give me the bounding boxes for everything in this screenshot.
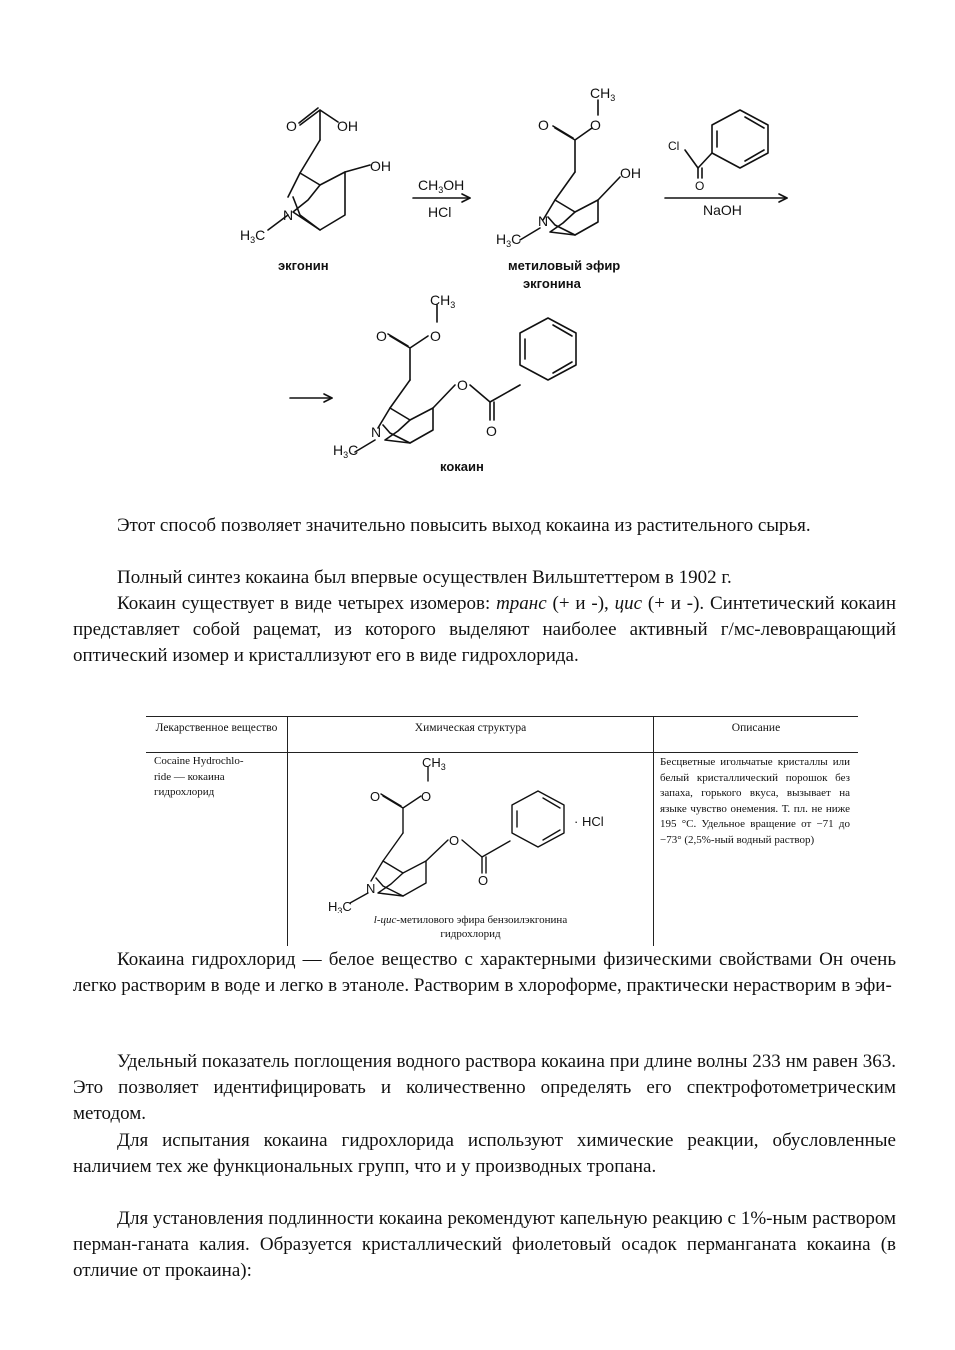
ecgonine-n-label: N [283, 207, 294, 223]
drug-name-line-2: ride — кокаина [154, 770, 225, 783]
ester-ch3-label: $CH_3$ [590, 85, 616, 103]
cocaine-n-label: N [371, 424, 382, 440]
drug-table [146, 716, 858, 946]
cocaine-o-ester-label: O [457, 377, 468, 393]
table-structure-caption [288, 913, 653, 941]
step2-reagent-bottom: NaOH [703, 202, 742, 218]
isomers-text-middle: (+ и -), [546, 593, 615, 614]
ester-o-carbonyl-label: O [538, 117, 549, 133]
table-drug-name [154, 754, 284, 801]
ecgonine-name: экгонин [278, 258, 329, 273]
table-cocaine-hcl-structure [288, 753, 653, 913]
paragraph-reactions: Для испытания кокаина гидрохлорида используют химические реакции, обусловленные наличием тех же функциональных групп, что и у производных тропана. [73, 1130, 896, 1177]
isomers-text-after: (+ и -). Синтетический кокаин представляет собой рацемат, из которого выделяют наиболее активный г/мс-левовращающий оптический изомер и кристаллизуют его в виде гидрохлорида. [73, 593, 896, 666]
cocaine-o-carbonyl-label: O [376, 328, 387, 344]
methyl-ester-structure [520, 100, 620, 240]
cocaine-h3c-label: $H_3C$ [333, 442, 359, 460]
benzoyl-o-label: O [695, 179, 705, 193]
table-o-ether-label: O [421, 789, 432, 804]
table-n-label: N [366, 881, 376, 896]
caption-line-1 [288, 913, 653, 927]
isomer-trans: транс [496, 593, 547, 614]
ester-name-line2: экгонина [523, 276, 581, 291]
isomer-cis: цис [614, 593, 643, 614]
table-header-drug: Лекарственное вещество [155, 722, 278, 734]
caption-line-2: гидрохлорид [440, 928, 501, 940]
ecgonine-oh-acid-label: OH [337, 118, 358, 134]
table-o-ester-carbonyl-label: O [478, 873, 489, 888]
table-o-ester-label: O [449, 833, 460, 848]
step1-reagent-top: $CH_3OH$ [418, 177, 465, 195]
benzoyl-cl-label: Cl [668, 139, 680, 153]
step1-reagent-bottom: HCl [428, 204, 452, 220]
table-ch3-label: $CH_3$ [422, 755, 446, 772]
ester-name-line1: метиловый эфир [508, 258, 621, 273]
table-h3c-label: $H_3C$ [328, 899, 352, 913]
paragraph-properties: Кокаина гидрохлорид — белое вещество с характерными физическими свойствами Он очень легко растворим в воде и легко в этаноле. Растворим в хлороформе, практически нерастворим в эфи- [73, 949, 896, 996]
drug-name-line-1: Cocaine Hydrochlo- [154, 755, 244, 767]
cocaine-ch3-label: $CH_3$ [430, 292, 456, 310]
paragraph-identification: Для установления подлинности кокаина рекомендуют капельную реакцию с 1%-ным раствором перман-ганата калия. Образуется кристаллический фиолетовый осадок перманганата кокаина (в отличие от прокаина): [73, 1208, 896, 1281]
cocaine-o-ether-label: O [430, 328, 441, 344]
drug-name-line-3: гидрохлорид [154, 786, 215, 798]
table-o-carbonyl-label: O [370, 789, 381, 804]
ecgonine-o-label: O [286, 118, 297, 134]
cocaine-o-ester-carbonyl-label: O [486, 423, 497, 439]
synthesis-scheme [0, 0, 955, 500]
table-hcl-label: · HCl [574, 814, 604, 829]
table-header-description: Описание [731, 722, 781, 734]
paragraph-synthesis: Полный синтез кокаина был впервые осуществлен Вильштеттером в 1902 г. [117, 567, 732, 588]
ecgonine-oh-label: OH [370, 158, 391, 174]
caption-rest: метилового эфира бензоилэкгонина [400, 914, 568, 926]
ester-n-label: N [538, 213, 549, 229]
paragraph-absorption: Удельный показатель поглощения водного раствора кокаина при длине волны 233 нм равен 363. Это позволяет идентифицировать и количественно определять его спектрофотометрическим методом. [73, 1051, 896, 1124]
table-col-divider-2 [653, 716, 654, 946]
ester-h3c-label: $H_3C$ [496, 231, 522, 249]
ecgonine-h3c-label: $H_3C$ [240, 227, 266, 245]
ester-o-ether-label: O [590, 117, 601, 133]
cocaine-name: кокаин [440, 459, 484, 474]
isomers-text-before: Кокаин существует в виде четырех изомеров: [117, 593, 497, 614]
caption-italic-prefix: l-цис- [373, 914, 401, 926]
paragraph-isomers [73, 591, 896, 669]
table-description: Бесцветные игольчатые кристаллы или белый кристаллический порошок без запаха, горького вкуса, вызывает на языке чувство онемения. Т. пл. не ниже 195 °С. Удельное вращение от −71 до −73° (2,5%-ный водный раствор) [660, 756, 850, 846]
table-header-structure: Химическая структура [414, 722, 527, 734]
table-top-rule [146, 716, 858, 717]
paragraph-yield: Этот способ позволяет значительно повысить выход кокаина из растительного сырья. [117, 515, 811, 536]
benzoyl-chloride-structure [685, 110, 768, 178]
ester-oh-label: OH [620, 165, 641, 181]
